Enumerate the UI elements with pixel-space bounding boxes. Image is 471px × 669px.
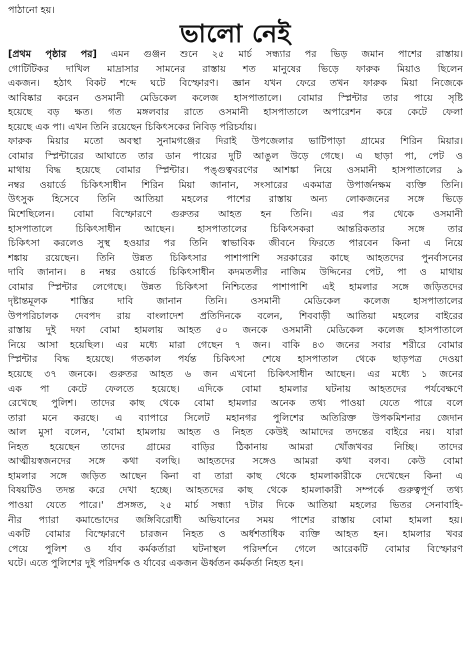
article-line: গোটিটিকর দাখিল মাদ্রাসার সামনের রাস্তায় শত মানুষের ভিড়ে ফারুক মিয়াও ছিলেন [8, 63, 463, 75]
article-line: বিষয়টিও তদন্ত করে দেখা হচ্ছে। আহতদের কাছ থেকে হামলাকারী সম্পর্কে গুরুত্বপূর্ণ তথ্য [8, 485, 463, 497]
article-line: হয়েছে বড় ক্ষত। গত মঙ্গলবার রাতে ওসমানী হাসপাতালে অপারেশন করে কেটে ফেলা [8, 107, 463, 119]
article-line: হামলার সঙ্গে জড়িত আছেন কিনা বা তারা কাছ থেকে হামলাকারীকে দেখেছেন কিনা এ [8, 470, 463, 482]
article-line: উপপরিচালক দেবপদ রায় বাংলাদেশ প্রতিদিনকে বলেন, শিববাড়ী আতিয়া মহলের বাইরের [8, 310, 463, 322]
article-line: তারা মনে করছে। এ ব্যাপারে সিলেট মহানগর পুলিশের অতিরিক্ত উপকমিশনার জেদান [8, 412, 463, 424]
article-line: নীর প্যারা কমান্ডোদের জঙ্গিবিরোধী অভিযানের সময় পাশের রাস্তায় বোমা হামলা হয়। [8, 514, 463, 526]
article-body [8, 48, 463, 572]
continued-from-front-page-label: [প্রথম পৃষ্ঠার পর] [8, 49, 97, 60]
article-line: দাবি জানান। ৪ নম্বর ওয়ার্ডে চিকিৎসাধীন কদমতলীর নাজিম উদ্দিনের পেট, পা ও মাথায় [8, 267, 463, 279]
article-line: ঘটে। এতে পুলিশের দুই পরিদর্শক ও র্যাবের একজন ঊর্ধ্বতন কর্মকর্তা নিহত হন। [8, 558, 304, 570]
article-line: হয়েছে এক পা। এখন তিনি রয়েছেন চিকিৎসকের নিবিড় পরিচর্যায়। [8, 121, 257, 133]
previous-article-tail: পাঠানো হয়। [8, 5, 55, 16]
article-line: হয়েছে ৩৭ জনকে। গুরুতর আহত ৬ জন এখনো চিকিৎসাধীন আছেন। এর মধ্যে ১ জনের [8, 369, 463, 381]
article-line [8, 48, 463, 63]
article-line: পেয়ে পুলিশ ও র্যাব কর্মকর্তারা ঘটনাস্থল পরিদর্শনে গেলে আরেকটি বোমার বিস্ফোরণ [8, 543, 463, 555]
article-line: একটি বোমার বিস্ফোরণে চারজন নিহত ও অর্ধশতাধিক ব্যক্তি আহত হন। হামলার খবর [8, 529, 463, 541]
article-line: স্প্লিন্টার বিদ্ধ হয়েছে। গতকাল পর্যন্ত চিকিৎসা শেষে হাসপাতাল থেকে ছাড়পত্র দেওয়া [8, 354, 463, 366]
article-line: বোমার স্প্লিন্টারের আঘাতে তার ডান পায়ের দুটি আঙুল উড়ে গেছে। এ ছাড়া পা, পেট ও [8, 150, 463, 162]
article-line: নিহত হয়েছেন তাদের গ্রামের বাড়ির ঠিকানায় আমরা খোঁজখবর নিচ্ছি। তাদের [8, 441, 463, 453]
article-line: শঙ্কায় রয়েছেন। তিনি উন্নত চিকিৎসার পাশাপাশি সরকারের কাছে আহতদের পুনর্বাসনের [8, 252, 463, 264]
article-line: উৎসুক হিসেবে তিনি আতিয়া মহলের পাশের রাস্তায় অন্য লোকজনের সঙ্গে ভিড়ে [8, 194, 463, 206]
article-line: রাস্তায় দুই দফা বোমা হামলায় আহত ৫০ জনকে ওসমানী মেডিকেল কলেজ হাসপাতালে [8, 325, 463, 337]
article-line: দৃষ্টান্তমূলক শাস্তির দাবি জানান তিনি। ওসমানী মেডিকেল কলেজ হাসপাতালের [8, 296, 463, 308]
article-line-text: এমন গুঞ্জন শুনে ২৫ মার্চ সন্ধ্যার পর ভিড় জমান পাশের রাস্তায়। [96, 49, 463, 60]
article-line: আত্মীয়স্বজনদের সঙ্গে কথা বলছি। আহতদের সঙ্গেও আমরা কথা বলব। কেউ বোমা [8, 456, 463, 468]
article-line: একজন। হঠাৎ বিকট শব্দে ঘটে বিস্ফোরণ। জ্ঞান যখন ফেরে তখন ফারুক মিয়া নিজেকে [8, 78, 463, 90]
article-line: এক পা কেটে ফেলতে হয়েছে। এদিকে বোমা হামলার ঘটনায় আহতদের পর্যবেক্ষণে [8, 383, 463, 395]
article-line: ফারুক মিয়ার মতো অবস্থা সুনামগঞ্জের দিরাই উপজেলার ভাটিপাড়া গ্রামের শিরিন মিয়ার। [8, 136, 463, 148]
article-line: মিশেছিলেন। বোমা বিস্ফোরণে গুরুতর আহত হন তিনি। এর পর থেকে ওসমানী [8, 209, 463, 221]
article-line: চিকিৎসা করলেও সুস্থ হওয়ার পর তিনি স্বাভাবিক জীবনে ফিরতে পারবেন কিনা এ নিয়ে [8, 238, 463, 250]
article-line: মাথায় বিদ্ধ হয়েছে বোমার স্প্লিন্টার। পঙ্গুত্ববরণের আশঙ্কা নিয়ে ওসমানী হাসপাতালের ৯ [8, 165, 463, 177]
article-line: নিয়ে আসা হয়েছিল। এর মধ্যে মারা গেছেন ৭ জন। বাকি ৪৩ জনের সবার শরীরে বোমার [8, 339, 463, 351]
article-line: হাসপাতালে চিকিৎসাধীন আছেন। হাসপাতালের চিকিৎসকরা আন্তরিকতার সঙ্গে তার [8, 223, 463, 235]
article-line: আল মুসা বলেন, 'বোমা হামলায় আহত ও নিহত কেউই আমাদের তদন্তের বাইরে নয়। যারা [8, 427, 463, 439]
article-line: বোমার স্প্লিন্টার লেগেছে। উন্নত চিকিৎসা নিশ্চিতের পাশাপাশি এই হামলার সঙ্গে জড়িতদের [8, 281, 463, 293]
article-line: নম্বর ওয়ার্ডে চিকিৎসাধীন শিরিন মিয়া জানান, সংসারের একমাত্র উপার্জনক্ষম ব্যক্তি তিনি। [8, 179, 463, 191]
article-headline: ভালো নেই [179, 19, 292, 48]
article-line: আবিষ্কার করেন ওসমানী মেডিকেল কলেজ হাসপাতালে। বোমার স্প্লিন্টার তার পায়ে সৃষ্টি [8, 92, 463, 104]
article-line: রেখেছে পুলিশ। তাদের কাছ থেকে বোমা হামলার অনেক তথ্য পাওয়া যেতে পারে বলে [8, 398, 463, 410]
article-line: পাওয়া যেতে পারে।' প্রসঙ্গত, ২৫ মার্চ সন্ধ্যা ৭টার দিকে আতিয়া মহলের ভিতর সেনাবাহি- [8, 499, 463, 511]
